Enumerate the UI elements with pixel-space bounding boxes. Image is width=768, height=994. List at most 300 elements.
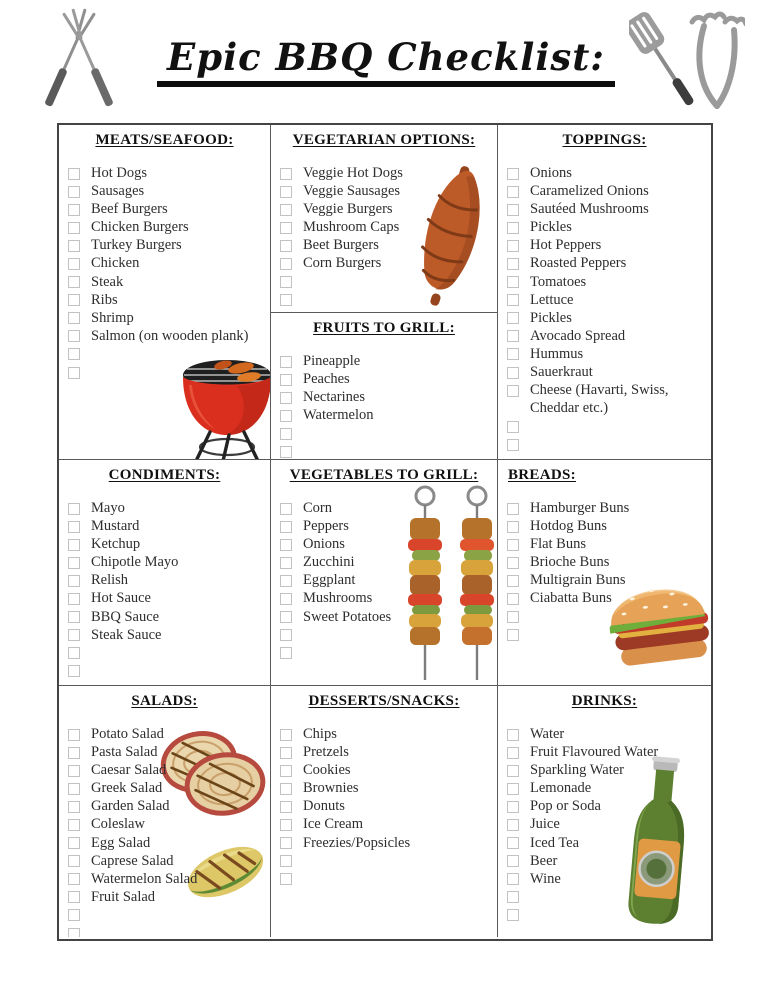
checklist-item [279, 870, 489, 888]
checklist-item [506, 589, 703, 607]
checkbox-icon[interactable] [507, 729, 519, 741]
checklist-item [279, 743, 489, 761]
checklist-item-label: Pasta Salad [91, 744, 158, 761]
checklist-item [279, 442, 489, 459]
checklist-item [279, 608, 489, 626]
checklist-item [67, 779, 262, 797]
section-header-desserts-snacks: DESSERTS/SNACKS: [308, 693, 460, 709]
checkbox-icon[interactable] [280, 374, 292, 386]
section-header-toppings: TOPPINGS: [562, 132, 647, 148]
checklist-item [67, 870, 262, 888]
checklist-item-label: Chicken [91, 255, 140, 272]
checkbox-icon[interactable] [68, 204, 80, 216]
spatula-and-tongs-icon [629, 6, 745, 116]
section-desserts-snacks [271, 686, 498, 937]
checklist-item [279, 424, 489, 442]
drinks-list [506, 725, 703, 924]
checklist-item [67, 888, 262, 906]
checkbox-icon[interactable] [507, 873, 519, 885]
checklist-item [67, 273, 262, 291]
checklist-item [506, 345, 703, 363]
checkbox-icon[interactable] [507, 330, 519, 342]
checklist-item-label: Water [530, 726, 565, 742]
title-underline [157, 35, 615, 87]
page-title: Epic BBQ Checklist: [167, 35, 605, 79]
section-middle-top [271, 125, 498, 460]
checkbox-icon[interactable] [280, 521, 292, 533]
checklist-item-label: Juice [530, 816, 560, 833]
checkbox-icon[interactable] [507, 503, 519, 515]
checkbox-icon[interactable] [507, 629, 519, 641]
checkbox-icon[interactable] [68, 819, 80, 831]
checkbox-icon[interactable] [280, 294, 292, 306]
checklist-item-label: Pickles [530, 309, 572, 326]
checklist-item [506, 417, 703, 435]
checkbox-icon[interactable] [68, 503, 80, 515]
vegetables-list [279, 499, 489, 662]
checklist-item-label: Ice Cream [303, 816, 363, 833]
checklist-item [67, 626, 262, 644]
checkbox-icon[interactable] [507, 909, 519, 921]
checklist-item-label: Chicken Burgers [91, 219, 189, 236]
checkbox-icon[interactable] [280, 240, 292, 252]
checklist-item [506, 870, 703, 888]
checkbox-icon[interactable] [507, 801, 519, 813]
checklist-item [506, 327, 703, 345]
checkbox-icon[interactable] [68, 783, 80, 795]
checklist-item [279, 254, 489, 272]
checkbox-icon[interactable] [507, 186, 519, 198]
checkbox-icon[interactable] [68, 747, 80, 759]
checklist-item [506, 535, 703, 553]
checklist-item [279, 273, 489, 291]
checklist-item-label: Veggie Hot Dogs [303, 165, 403, 181]
checklist-item [506, 499, 703, 517]
checklist-item-label: Ribs [91, 291, 118, 308]
checkbox-icon[interactable] [507, 168, 519, 180]
checklist-item-label: BBQ Sauce [91, 608, 160, 625]
checklist-item-label: Garden Salad [91, 798, 170, 815]
checkbox-icon[interactable] [280, 819, 292, 831]
checkbox-icon[interactable] [280, 258, 292, 270]
checkbox-icon[interactable] [280, 428, 292, 440]
checklist-item [279, 761, 489, 779]
checklist-item [506, 291, 703, 309]
checklist-item-label: Onions [303, 536, 345, 553]
checkbox-icon[interactable] [507, 421, 519, 433]
checkbox-icon[interactable] [507, 258, 519, 270]
checkbox-icon[interactable] [507, 312, 519, 324]
checklist-item [67, 200, 262, 218]
checklist-item [67, 644, 262, 662]
checklist-item-label: Lettuce [530, 291, 574, 308]
checklist-item-label: Corn Burgers [303, 255, 382, 272]
checklist-item-label: Brioche Buns [530, 554, 610, 571]
checklist-item [67, 535, 262, 553]
checklist-item-label: Sparkling Water [530, 762, 625, 779]
checkbox-icon[interactable] [507, 855, 519, 867]
checkbox-icon[interactable] [280, 855, 292, 867]
checklist-item [67, 236, 262, 254]
checkbox-icon[interactable] [68, 521, 80, 533]
checklist-item [67, 589, 262, 607]
checkbox-icon[interactable] [507, 747, 519, 759]
checklist-item [67, 662, 262, 680]
checkbox-icon[interactable] [507, 837, 519, 849]
section-condiments [59, 460, 271, 686]
checklist-item [279, 797, 489, 815]
checkbox-icon[interactable] [280, 783, 292, 795]
checklist-item [279, 626, 489, 644]
checklist-item-label: Relish [91, 572, 129, 589]
checklist-item [506, 381, 703, 417]
checklist-item-label: Hamburger Buns [530, 500, 630, 516]
checkbox-icon[interactable] [507, 367, 519, 379]
checklist-item-label: Egg Salad [91, 834, 151, 851]
checklist-item [279, 370, 489, 388]
checklist-item [506, 888, 703, 906]
checklist-item-label: Chipotle Mayo [91, 554, 179, 571]
checklist-item-label: Pickles [530, 219, 572, 236]
checkbox-icon[interactable] [280, 593, 292, 605]
checklist-item [67, 345, 262, 363]
checkbox-icon[interactable] [68, 855, 80, 867]
checklist-item [279, 236, 489, 254]
checklist-item [67, 924, 262, 937]
checkbox-icon[interactable] [280, 765, 292, 777]
checkbox-icon[interactable] [68, 873, 80, 885]
checkbox-icon[interactable] [280, 539, 292, 551]
checkbox-icon[interactable] [280, 611, 292, 623]
checklist-item-label: Peppers [303, 518, 349, 535]
checklist-item [67, 499, 262, 517]
checklist-item-label: Beer [530, 852, 558, 869]
checklist-item-label: Coleslaw [91, 816, 145, 833]
checklist-item-label: Shrimp [91, 309, 134, 326]
checklist-item [67, 608, 262, 626]
checkbox-icon[interactable] [280, 503, 292, 515]
checklist-item [279, 164, 489, 182]
checkbox-icon[interactable] [507, 294, 519, 306]
checkbox-icon[interactable] [68, 539, 80, 551]
checklist-item-label: Steak [91, 273, 124, 290]
vegetarian-list [279, 164, 489, 309]
checklist-item-label: Iced Tea [530, 834, 580, 851]
checklist-item-label: Greek Salad [91, 780, 163, 797]
checklist-item [67, 761, 262, 779]
section-vegetarian-options [271, 125, 497, 313]
checklist-item [506, 797, 703, 815]
checkbox-icon[interactable] [68, 647, 80, 659]
checkbox-icon[interactable] [280, 647, 292, 659]
checkbox-icon[interactable] [507, 439, 519, 451]
checkbox-icon[interactable] [68, 258, 80, 270]
checklist-item-label: Sautéed Mushrooms [530, 201, 649, 218]
checklist-item-label: Sauerkraut [530, 364, 593, 381]
checkbox-icon[interactable] [68, 367, 80, 379]
checklist-item [279, 406, 489, 424]
checklist-item [506, 182, 703, 200]
section-header-drinks: DRINKS: [571, 693, 638, 709]
section-header-salads: SALADS: [131, 693, 198, 709]
checklist-item [506, 761, 703, 779]
checkbox-icon[interactable] [68, 629, 80, 641]
checkbox-icon[interactable] [507, 765, 519, 777]
checklist-item [279, 517, 489, 535]
checkbox-icon[interactable] [280, 186, 292, 198]
checklist-item [67, 906, 262, 924]
checklist-item [67, 797, 262, 815]
checklist-item-label: Mushrooms [303, 590, 373, 607]
checklist-item [67, 834, 262, 852]
checklist-item-label: Caprese Salad [91, 852, 174, 869]
checklist-item [506, 517, 703, 535]
checkbox-icon[interactable] [280, 801, 292, 813]
checklist-item [506, 779, 703, 797]
title-band [0, 0, 768, 122]
checkbox-icon[interactable] [68, 240, 80, 252]
checklist-item [279, 571, 489, 589]
checklist-item-label: Ciabatta Buns [530, 590, 612, 607]
checklist-item [279, 852, 489, 870]
checkbox-icon[interactable] [507, 385, 519, 397]
checklist-item [67, 309, 262, 327]
section-header-vegetables-to-grill: VEGETABLES TO GRILL: [289, 467, 479, 483]
checklist-item [506, 626, 703, 644]
checkbox-icon[interactable] [507, 539, 519, 551]
checkbox-icon[interactable] [68, 665, 80, 677]
checklist-item [279, 834, 489, 852]
section-header-fruits-to-grill: FRUITS TO GRILL: [313, 320, 455, 336]
checklist-item-label: Peaches [303, 371, 350, 388]
checklist-item [506, 435, 703, 453]
checklist-item-label: Fruit Salad [91, 888, 156, 905]
checkbox-icon[interactable] [507, 783, 519, 795]
checklist-item-label: Beet Burgers [303, 237, 379, 254]
checklist-item [67, 218, 262, 236]
checklist-item-label: Caesar Salad [91, 762, 167, 779]
fruits-list [279, 352, 489, 459]
checkbox-icon[interactable] [280, 446, 292, 458]
section-header-condiments: CONDIMENTS: [108, 467, 221, 483]
checklist-item-label: Onions [530, 165, 572, 181]
section-salads [59, 686, 271, 937]
checklist-item-label: Pretzels [303, 744, 349, 761]
checkbox-icon[interactable] [280, 557, 292, 569]
checklist-item-label: Potato Salad [91, 726, 164, 742]
checkbox-icon[interactable] [507, 348, 519, 360]
checklist-item [506, 218, 703, 236]
checklist-item-label: Donuts [303, 798, 345, 815]
checkbox-icon[interactable] [507, 222, 519, 234]
meats-list [67, 164, 262, 381]
checklist-item [67, 725, 262, 743]
checkbox-icon[interactable] [280, 747, 292, 759]
checklist-item [506, 164, 703, 182]
checklist-item-label: Tomatoes [530, 273, 587, 290]
checkbox-icon[interactable] [68, 168, 80, 180]
checkbox-icon[interactable] [68, 729, 80, 741]
checklist-item [67, 815, 262, 833]
checklist-item-label: Veggie Sausages [303, 183, 401, 200]
checklist-item [67, 164, 262, 182]
checklist-grid [57, 123, 713, 941]
checklist-item [506, 608, 703, 626]
checkbox-icon[interactable] [280, 873, 292, 885]
checklist-item-label: Salmon (on wooden plank) [91, 327, 249, 344]
checkbox-icon[interactable] [68, 276, 80, 288]
checkbox-icon[interactable] [280, 204, 292, 216]
checklist-item-label: Ketchup [91, 536, 141, 553]
checklist-item [67, 743, 262, 761]
section-breads [498, 460, 711, 686]
checklist-item [279, 535, 489, 553]
salads-list [67, 725, 262, 937]
checklist-item-label: Roasted Peppers [530, 255, 627, 272]
checklist-item [279, 589, 489, 607]
checklist-item [279, 352, 489, 370]
checkbox-icon[interactable] [68, 575, 80, 587]
checklist-item-label: Steak Sauce [91, 626, 162, 643]
checklist-item-label: Beef Burgers [91, 201, 168, 218]
checkbox-icon[interactable] [280, 356, 292, 368]
checklist-item-label: Eggplant [303, 572, 356, 589]
checklist-item-label: Multigrain Buns [530, 572, 626, 589]
checkbox-icon[interactable] [68, 837, 80, 849]
checkbox-icon[interactable] [507, 891, 519, 903]
checklist-item [279, 182, 489, 200]
checkbox-icon[interactable] [280, 168, 292, 180]
checklist-item-label: Chips [303, 726, 337, 742]
checkbox-icon[interactable] [280, 837, 292, 849]
checklist-item-label: Hot Sauce [91, 590, 151, 607]
checkbox-icon[interactable] [68, 294, 80, 306]
checkbox-icon[interactable] [507, 593, 519, 605]
section-vegetables-to-grill [271, 460, 498, 686]
section-toppings [498, 125, 711, 460]
checklist-item [506, 834, 703, 852]
checkbox-icon[interactable] [68, 928, 80, 937]
checkbox-icon[interactable] [68, 593, 80, 605]
checklist-item [67, 327, 262, 345]
checkbox-icon[interactable] [280, 410, 292, 422]
checklist-item-label: Corn [303, 500, 332, 516]
checkbox-icon[interactable] [68, 891, 80, 903]
checklist-item [279, 291, 489, 309]
checklist-item [506, 254, 703, 272]
checklist-item [506, 200, 703, 218]
checklist-item [279, 388, 489, 406]
checklist-item [279, 725, 489, 743]
checkbox-icon[interactable] [68, 330, 80, 342]
checkbox-icon[interactable] [507, 276, 519, 288]
checkbox-icon[interactable] [507, 521, 519, 533]
checklist-item-label: Lemonade [530, 780, 592, 797]
checklist-item [67, 291, 262, 309]
checklist-item [506, 815, 703, 833]
checkbox-icon[interactable] [68, 348, 80, 360]
checklist-item-label: Hummus [530, 345, 584, 362]
checkbox-icon[interactable] [280, 729, 292, 741]
checklist-item-label: Fruit Flavoured Water [530, 744, 659, 761]
checkbox-icon[interactable] [68, 186, 80, 198]
checklist-item [67, 553, 262, 571]
checklist-item-label: Pineapple [303, 353, 361, 369]
checkbox-icon[interactable] [507, 240, 519, 252]
checkbox-icon[interactable] [280, 276, 292, 288]
checklist-item [67, 254, 262, 272]
checklist-item-label: Pop or Soda [530, 798, 601, 815]
section-fruits-to-grill [271, 313, 497, 459]
checkbox-icon[interactable] [68, 222, 80, 234]
checkbox-icon[interactable] [68, 801, 80, 813]
crossed-bbq-forks-icon [23, 6, 143, 116]
checklist-item [67, 363, 262, 381]
checklist-item [506, 309, 703, 327]
section-header-meats-seafood: MEATS/SEAFOOD: [95, 132, 234, 148]
breads-list [506, 499, 703, 644]
checklist-item-label: Brownies [303, 780, 359, 797]
checkbox-icon[interactable] [68, 312, 80, 324]
checklist-item [67, 852, 262, 870]
section-header-breads: BREADS: [508, 467, 576, 483]
checklist-item-label: Watermelon [303, 407, 374, 424]
checkbox-icon[interactable] [280, 629, 292, 641]
checklist-item [279, 553, 489, 571]
checklist-item [67, 182, 262, 200]
checkbox-icon[interactable] [280, 222, 292, 234]
section-meats-seafood [59, 125, 271, 460]
checklist-item-label: Cookies [303, 762, 351, 779]
checklist-item-label: Hot Peppers [530, 237, 602, 254]
checklist-item-label: Wine [530, 870, 561, 887]
checklist-item-label: Turkey Burgers [91, 237, 182, 254]
checklist-item [279, 218, 489, 236]
checkbox-icon[interactable] [68, 765, 80, 777]
checklist-item [67, 517, 262, 535]
checkbox-icon[interactable] [280, 575, 292, 587]
checkbox-icon[interactable] [507, 611, 519, 623]
checklist-item-label: Sweet Potatoes [303, 608, 392, 625]
checkbox-icon[interactable] [280, 392, 292, 404]
checkbox-icon[interactable] [507, 575, 519, 587]
checkbox-icon[interactable] [507, 557, 519, 569]
checklist-item [279, 779, 489, 797]
checklist-item-label: Hotdog Buns [530, 518, 607, 535]
checkbox-icon[interactable] [507, 819, 519, 831]
checklist-item [506, 571, 703, 589]
section-header-vegetarian-options: VEGETARIAN OPTIONS: [292, 132, 476, 148]
checkbox-icon[interactable] [68, 557, 80, 569]
checklist-item [279, 644, 489, 662]
checkbox-icon[interactable] [507, 204, 519, 216]
checkbox-icon[interactable] [68, 909, 80, 921]
checklist-item-label: Mayo [91, 500, 125, 516]
checklist-item [506, 553, 703, 571]
checklist-item [279, 499, 489, 517]
checklist-item-label: Freezies/Popsicles [303, 834, 411, 851]
checklist-item-label: Veggie Burgers [303, 201, 393, 218]
checkbox-icon[interactable] [68, 611, 80, 623]
checklist-item-label: Nectarines [303, 389, 365, 406]
checklist-item-label: Avocado Spread [530, 327, 626, 344]
checklist-item [506, 363, 703, 381]
checklist-item [506, 273, 703, 291]
section-drinks [498, 686, 711, 937]
checklist-item [67, 571, 262, 589]
checklist-item-label: Hot Dogs [91, 165, 147, 181]
checklist-item-label: Flat Buns [530, 536, 586, 553]
